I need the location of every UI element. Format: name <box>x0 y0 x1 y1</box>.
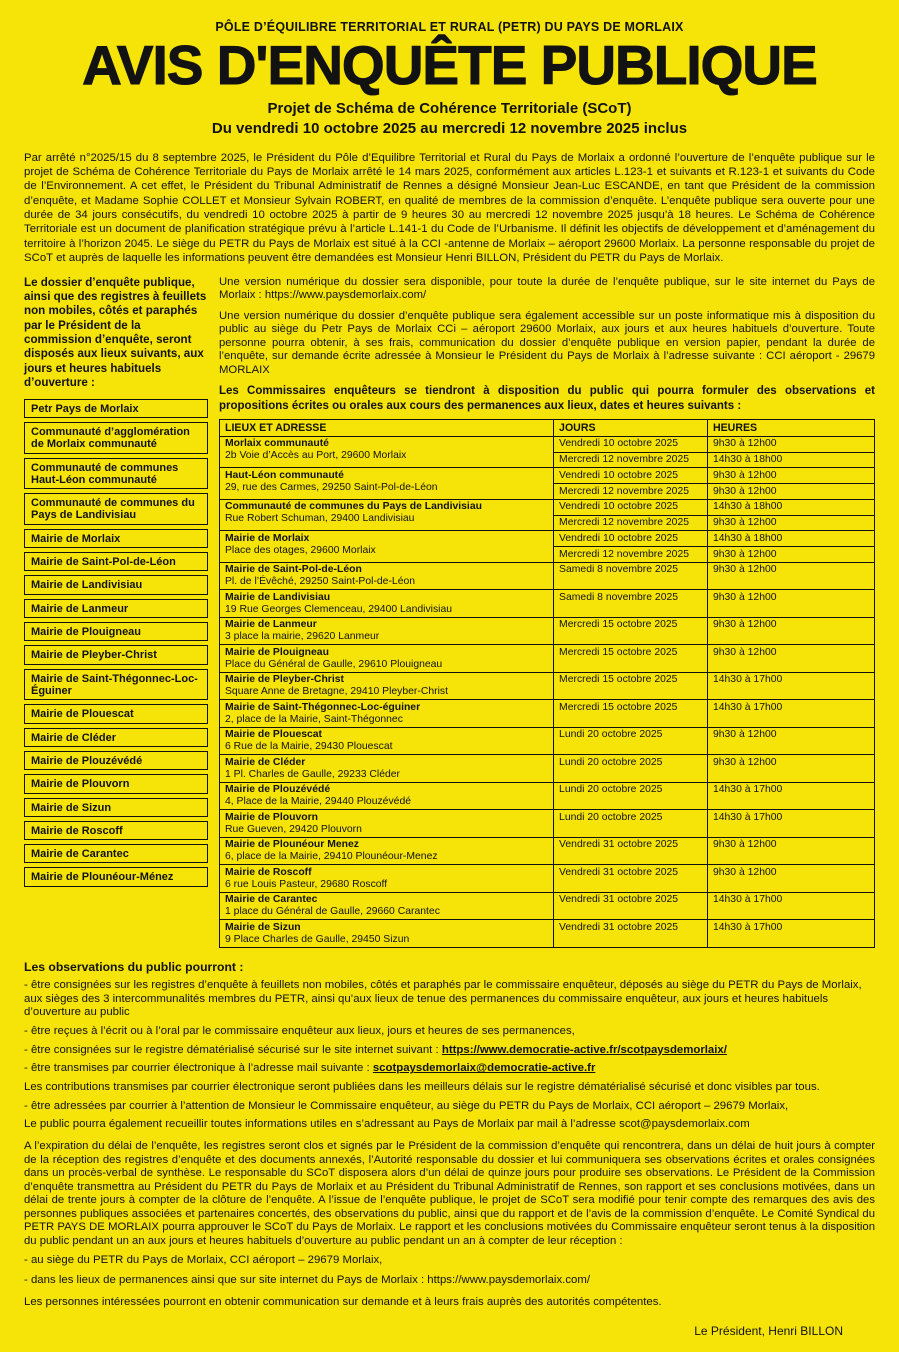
venue-address: 29, rue des Carmes, 29250 Saint-Pol-de-Léon <box>225 481 438 493</box>
observation-item: - être transmises par courrier électronique à l’adresse mail suivante : scotpaysdemorlaix@democratie-active.fr <box>24 1062 596 1075</box>
observation-item: - être adressées par courrier à l’attention de Monsieur le Commissaire enquêteur, au siège du PETR du Pays de Morlaix, CCI aéroport – 29679 Morlaix, <box>24 1099 789 1112</box>
venue-cell <box>220 782 554 810</box>
venue-box: Mairie de Roscoff <box>24 821 208 840</box>
venue-address: Place des otages, 29600 Morlaix <box>225 544 376 556</box>
permanence-row <box>220 782 875 810</box>
venue-cell <box>220 865 554 893</box>
hyperlink[interactable]: https://www.democratie-active.fr/scotpaysdemorlaix/ <box>441 1043 727 1056</box>
venue-box: Communauté de communes Haut-Léon communauté <box>24 458 208 490</box>
venue-address: Rue Robert Schuman, 29400 Landivisiau <box>225 513 415 525</box>
heures-cell: 9h30 à 12h00 <box>707 590 874 618</box>
venue-box: Mairie de Landivisiau <box>24 575 208 594</box>
venue-cell <box>220 590 554 618</box>
heures-cell: 9h30 à 12h00 <box>707 727 874 755</box>
venue-box: Mairie de Lanmeur <box>24 599 208 618</box>
venue-cell <box>220 810 554 838</box>
venue-address: Rue Gueven, 29420 Plouvorn <box>225 823 362 835</box>
jour-cell: Lundi 20 octobre 2025 <box>554 755 708 783</box>
jour-cell: Vendredi 10 octobre 2025 <box>554 436 708 452</box>
heures-cell: 14h30 à 17h00 <box>707 672 874 700</box>
heures-cell: 14h30 à 18h00 <box>707 531 874 547</box>
jour-cell: Vendredi 10 octobre 2025 <box>554 531 708 547</box>
venue-address: 19 Rue Georges Clemenceau, 29400 Landivisiau <box>225 603 453 615</box>
permanence-row <box>220 755 875 783</box>
subtitle-block <box>24 99 875 139</box>
heures-cell: 14h30 à 17h00 <box>707 810 874 838</box>
jour-cell: Mercredi 15 octobre 2025 <box>554 672 708 700</box>
heures-cell: 14h30 à 17h00 <box>707 892 874 920</box>
page-title: AVIS D'ENQUÊTE PUBLIQUE <box>82 34 817 96</box>
permanence-row <box>220 700 875 728</box>
intro-paragraph: Par arrêté n°2025/15 du 8 septembre 2025, le Président du Pôle d’Equilibre Territorial et Rural du Pays de Morlaix a ordonné l’ouverture de l’enquête publique sur le projet de Schéma de Cohérence Territoriale du Pays de Morlaix arrêté le 14 mars 2025, conformément aux articles L.123-1 et suivants et R.123-1 et suivants du Code de l’Environnement. A cet effet, le Président du Tribunal Administratif de Rennes a désigné Monsieur Jean-Luc ESCANDE, en tant que Président de la commission d’enquête, et Madame Sophie COLLET et Monsieur Sylvain ROBERT, en qualité de membres de la commission d’enquête. L’enquête publique sera ouverte pour une durée de 34 jours consécutifs, du vendredi 10 octobre 2025 à partir de 9 heures 30 au mercredi 12 novembre 2025 jusqu’à 18 heures. Le Schéma de Cohérence Territoriale est un document de planification stratégique prévu à l’article L.141-1 du Code de l’Urbanisme. Il définit les objectifs de développement et d’aménagement du territoire à l’horizon 2045. Le siège du PETR du Pays de Morlaix est situé à la CCI -antenne de Morlaix – aéroport 29600 Morlaix. La personne responsable du projet de SCoT et auprès de laquelle les informations peuvent être demandées est Monsieur Henri BILLON, Président du PETR du Pays de Morlaix. <box>24 151 875 265</box>
permanence-row <box>220 810 875 838</box>
jour-cell: Vendredi 10 octobre 2025 <box>554 468 708 484</box>
jour-cell: Lundi 20 octobre 2025 <box>554 782 708 810</box>
venue-box: Mairie de Saint-Thégonnec-Loc-Éguiner <box>24 669 208 701</box>
venue-name: Mairie de Plouzévédé <box>225 784 331 796</box>
venue-address: Place du Général de Gaulle, 29610 Plouigneau <box>225 658 443 670</box>
venue-address: Square Anne de Bretagne, 29410 Pleyber-Christ <box>225 686 448 698</box>
heures-cell: 14h30 à 17h00 <box>707 920 874 948</box>
venue-address: 4, Place de la Mairie, 29440 Plouzévédé <box>225 796 411 808</box>
venue-address: Pl. de l’Évêché, 29250 Saint-Pol-de-Léon <box>225 576 416 588</box>
table-header-row <box>220 419 875 436</box>
jour-cell: Mercredi 12 novembre 2025 <box>554 484 708 500</box>
jour-cell: Vendredi 31 octobre 2025 <box>554 892 708 920</box>
permanence-row <box>220 617 875 645</box>
jour-cell: Mercredi 15 octobre 2025 <box>554 617 708 645</box>
observations-title: Les observations du public pourront : <box>24 959 244 974</box>
venue-address: 2, place de la Mairie, Saint-Thégonnec <box>225 713 403 725</box>
dossier-intro: Le dossier d’enquête publique, ainsi que des registres à feuillets non mobiles, côtés et paraphés par le Président de la commission d’enquête, seront disposés aux lieux suivants, aux jours et heures habituels d’ouverture : <box>24 275 207 390</box>
venue-name: Mairie de Plouescat <box>225 729 323 741</box>
closing-bullet: - dans les lieux de permanences ainsi que sur site internet du Pays de Morlaix : https://www.paysdemorlaix.com/ <box>24 1274 590 1287</box>
venue-name: Mairie de Plouigneau <box>225 646 329 658</box>
permanence-row <box>220 499 875 515</box>
permanence-row <box>220 672 875 700</box>
venue-box: Mairie de Plouescat <box>24 704 208 723</box>
permanence-row <box>220 562 875 590</box>
observations-list <box>24 979 875 1132</box>
permanence-row <box>220 920 875 948</box>
observation-item: - être consignées sur les registres d’enquête à feuillets non mobiles, côtés et paraphés par le commissaire enquêteur, déposés au siège du PETR du Pays de Morlaix, aux sièges des 3 intercommunalités membres du PETR, ainsi qu’aux lieux de tenue des permanences du commissaire enquêteur, aux jours et heures habituels d’ouverture au public <box>24 978 862 1019</box>
jour-cell: Vendredi 10 octobre 2025 <box>554 499 708 515</box>
venue-name: Mairie de Plouvorn <box>225 811 318 823</box>
venue-name: Mairie de Pleyber-Christ <box>225 674 344 686</box>
venue-address: 6 Rue de la Mairie, 29430 Plouescat <box>225 741 393 753</box>
venue-cell <box>220 892 554 920</box>
venue-box: Mairie de Plouzévédé <box>24 751 208 770</box>
details-column <box>219 276 875 948</box>
venue-cell <box>220 617 554 645</box>
venue-name: Mairie de Roscoff <box>225 866 312 878</box>
venue-box: Petr Pays de Morlaix <box>24 399 208 418</box>
jour-cell: Vendredi 31 octobre 2025 <box>554 837 708 865</box>
venue-cell <box>220 727 554 755</box>
permanence-row <box>220 837 875 865</box>
subtitle-project: Projet de Schéma de Cohérence Territoriale (SCoT) <box>267 100 632 118</box>
permanences-table <box>219 419 875 948</box>
heures-cell: 9h30 à 12h00 <box>707 837 874 865</box>
heures-cell: 9h30 à 12h00 <box>707 436 874 452</box>
heures-cell: 9h30 à 12h00 <box>707 755 874 783</box>
venue-address: 6, place de la Mairie, 29410 Plounéour-Menez <box>225 851 438 863</box>
venue-name: Communauté de communes du Pays de Landivisiau <box>225 501 482 513</box>
permanence-row <box>220 590 875 618</box>
jour-cell: Lundi 20 octobre 2025 <box>554 810 708 838</box>
heures-cell: 9h30 à 12h00 <box>707 515 874 531</box>
heures-cell: 14h30 à 17h00 <box>707 700 874 728</box>
venue-box: Mairie de Morlaix <box>24 529 208 548</box>
permanence-row <box>220 892 875 920</box>
venue-address: 6 rue Louis Pasteur, 29680 Roscoff <box>225 878 388 890</box>
venue-cell <box>220 468 554 500</box>
jour-cell: Mercredi 15 octobre 2025 <box>554 645 708 673</box>
jour-cell: Vendredi 31 octobre 2025 <box>554 920 708 948</box>
venue-box: Mairie de Carantec <box>24 844 208 863</box>
jour-cell: Lundi 20 octobre 2025 <box>554 727 708 755</box>
jour-cell: Samedi 8 novembre 2025 <box>554 562 708 590</box>
dossier-column <box>24 276 208 891</box>
permanence-row <box>220 531 875 547</box>
heures-cell: 9h30 à 12h00 <box>707 468 874 484</box>
venue-cell <box>220 755 554 783</box>
venue-name: Mairie de Lanmeur <box>225 619 317 631</box>
venue-cell <box>220 672 554 700</box>
permanence-row <box>220 468 875 484</box>
heures-cell: 9h30 à 12h00 <box>707 617 874 645</box>
heures-cell: 9h30 à 12h00 <box>707 562 874 590</box>
venue-box: Mairie de Cléder <box>24 728 208 747</box>
permanences-intro: Les Commissaires enquêteurs se tiendront à disposition du public qui pourra formuler des observations et propositions écrites ou orales aux cours des permanences aux lieux, dates et heures suivants : <box>219 385 875 412</box>
venue-box: Mairie de Pleyber-Christ <box>24 645 208 664</box>
venue-name: Mairie de Morlaix <box>225 532 310 544</box>
col-header-jours: JOURS <box>554 419 708 436</box>
venue-name: Mairie de Plounéour Menez <box>225 839 359 851</box>
venue-name: Haut-Léon communauté <box>225 469 344 481</box>
venue-address: 1 place du Général de Gaulle, 29660 Carantec <box>225 906 440 918</box>
subtitle-dates: Du vendredi 10 octobre 2025 au mercredi 12 novembre 2025 inclus <box>211 119 688 137</box>
heures-cell: 14h30 à 17h00 <box>707 782 874 810</box>
heures-cell: 9h30 à 12h00 <box>707 547 874 563</box>
permanence-row <box>220 436 875 452</box>
signature: Le Président, Henri BILLON <box>694 1323 843 1338</box>
venue-cell <box>220 645 554 673</box>
col-header-heures: HEURES <box>707 419 874 436</box>
venue-cell <box>220 499 554 531</box>
jour-cell: Mercredi 12 novembre 2025 <box>554 515 708 531</box>
venue-cell <box>220 436 554 468</box>
permanence-row <box>220 865 875 893</box>
heures-cell: 9h30 à 12h00 <box>707 645 874 673</box>
venue-box: Mairie de Plouigneau <box>24 622 208 641</box>
jour-cell: Mercredi 12 novembre 2025 <box>554 547 708 563</box>
col-header-lieux: LIEUX ET ADRESSE <box>220 419 554 436</box>
venue-box: Communauté d’agglomération de Morlaix communauté <box>24 422 208 454</box>
hyperlink[interactable]: scotpaysdemorlaix@democratie-active.fr <box>372 1062 596 1075</box>
venue-address: 2b Voie d’Accès au Port, 29600 Morlaix <box>225 450 407 462</box>
venue-cell <box>220 920 554 948</box>
observation-paragraph: Le public pourra également recueillir toutes informations utiles en s’adressant au Pays de Morlaix par mail à l’adresse scot@paysdemorlaix.com <box>24 1118 750 1131</box>
venue-cell <box>220 700 554 728</box>
venue-name: Mairie de Saint-Thégonnec-Loc-éguiner <box>225 701 421 713</box>
permanence-row <box>220 645 875 673</box>
notice-header: PÔLE D’ÉQUILIBRE TERRITORIAL ET RURAL (PETR) DU PAYS DE MORLAIX <box>215 20 684 34</box>
two-column-section <box>24 276 875 948</box>
venue-address: 1 Pl. Charles de Gaulle, 29233 Cléder <box>225 768 401 780</box>
venue-cell <box>220 562 554 590</box>
venue-name: Mairie de Saint-Pol-de-Léon <box>225 564 362 576</box>
closing-bullets <box>24 1254 875 1287</box>
observation-item: - être consignées sur le registre dématérialisé sécurisé sur le site internet suivant : https://www.democratie-active.fr/scotpaysdemorlaix/ <box>24 1043 727 1056</box>
venue-cell <box>220 531 554 563</box>
venue-name: Mairie de Carantec <box>225 894 318 906</box>
permanences-table-body <box>220 436 875 947</box>
jour-cell: Mercredi 15 octobre 2025 <box>554 700 708 728</box>
jour-cell: Vendredi 31 octobre 2025 <box>554 865 708 893</box>
venue-box: Mairie de Sizun <box>24 798 208 817</box>
heures-cell: 9h30 à 12h00 <box>707 865 874 893</box>
venue-address: 3 place la mairie, 29620 Lanmeur <box>225 631 380 643</box>
venue-box: Mairie de Plounéour-Ménez <box>24 867 208 886</box>
venue-box: Mairie de Saint-Pol-de-Léon <box>24 552 208 571</box>
venue-cell <box>220 837 554 865</box>
closing-bullet: - au siège du PETR du Pays de Morlaix, CCI aéroport – 29679 Morlaix, <box>24 1254 383 1267</box>
observation-paragraph: Les contributions transmises par courrier électronique seront publiées dans les meilleurs délais sur le registre dématérialisé sécurisé et donc visibles par tous. <box>24 1081 820 1094</box>
heures-cell: 14h30 à 18h00 <box>707 452 874 468</box>
venue-box: Mairie de Plouvorn <box>24 774 208 793</box>
heures-cell: 14h30 à 18h00 <box>707 499 874 515</box>
heures-cell: 9h30 à 12h00 <box>707 484 874 500</box>
venue-list <box>24 399 208 887</box>
jour-cell: Samedi 8 novembre 2025 <box>554 590 708 618</box>
permanence-row <box>220 727 875 755</box>
paper-version-paragraph: Une version numérique du dossier d’enquête publique sera également accessible sur un poste informatique mis à disposition du public au siège du Petr Pays de Morlaix CCi – aéroport 29600 Morlaix, aux jours et aux heures habituels d’ouverture. Toute personne pourra obtenir, à ses frais, communication du dossier d’enquête publique en version papier, pendant la durée de l’enquête, sur demande écrite adressée à Monsieur le Président du Pays de Morlaix à l’adresse suivante : CCI aéroport - 29679 MORLAIX <box>219 309 875 376</box>
venue-address: 9 Place Charles de Gaulle, 29450 Sizun <box>225 933 410 945</box>
jour-cell: Mercredi 12 novembre 2025 <box>554 452 708 468</box>
venue-name: Mairie de Cléder <box>225 756 306 768</box>
venue-name: Mairie de Landivisiau <box>225 591 331 603</box>
venue-box: Communauté de communes du Pays de Landivisiau <box>24 493 208 525</box>
venue-name: Mairie de Sizun <box>225 921 301 933</box>
venue-name: Morlaix communauté <box>225 438 329 450</box>
final-note: Les personnes intéressées pourront en obtenir communication sur demande et à leurs frais auprès des autorités compétentes. <box>24 1295 662 1308</box>
digital-version-paragraph: Une version numérique du dossier sera disponible, pour toute la durée de l’enquête publique, sur le site internet du Pays de Morlaix : https://www.paysdemorlaix.com/ <box>219 275 875 302</box>
closing-paragraph: A l’expiration du délai de l’enquête, les registres seront clos et signés par le Président de la commission d’enquête qui rencontrera, dans un délai de huit jours à compter de la réception des registres d’enquête et des documents annexés, l’Autorité responsable du dossier et lui communiquera ses observations écrites et orales consignées dans un procès-verbal de synthèse. Le responsable du SCoT disposera alors d’un délai de quinze jours pour produire ses observations. Le Président de la Commission d’enquête transmettra au Président du PETR du Pays de Morlaix et au Président du Tribunal Administratif de Rennes, son rapport et ses conclusions motivées, dans un délai de trente jours à compter de la clôture de l’enquête. A l’issue de l’enquête publique, le projet de SCoT sera modifié pour tenir compte des remarques des avis des personnes publiques associées et partenaires concertés, des observations du public, ainsi que du rapport et de l’avis de la commission d’enquête. Le Comité Syndical du PETR PAYS DE MORLAIX pourra approuver le SCoT du Pays de Morlaix. Le rapport et les conclusions motivées du Commissaire enquêteur seront tenus à la disposition du public pendant un an aux jours et heures habituels d’ouverture au public pendant un an à compter de leur réception : <box>24 1140 875 1247</box>
observation-item: - être reçues à l’écrit ou à l’oral par le commissaire enquêteur aux lieux, jours et heures de ses permanences, <box>24 1024 575 1037</box>
